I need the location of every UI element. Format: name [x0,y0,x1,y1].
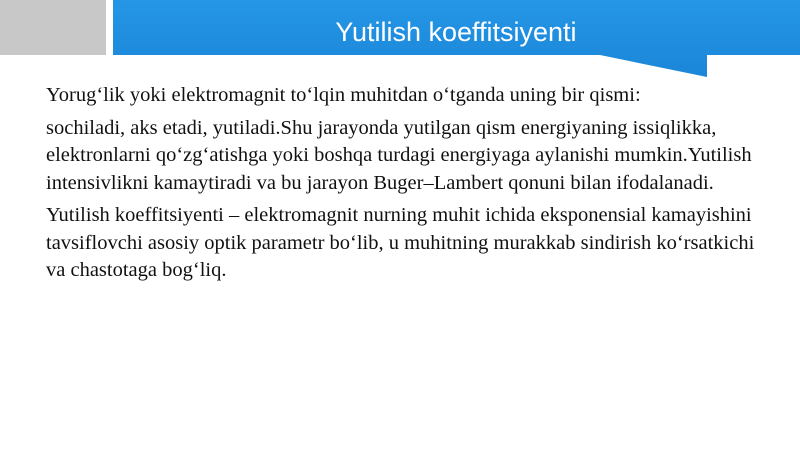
body-paragraph-3: Yutilish koeffitsiyenti – elektromagnit nurning muhit ichida eksponensial kamayishini tavsiflovchi asosiy optik parametr bo‘lib, u muhitning murakkab sindirish ko‘rsatkichi va chastotaga bog‘liq. [46,204,755,281]
slide-title: Yutilish koeffitsiyenti [335,17,577,47]
body-paragraph-2: sochiladi, aks etadi, yutiladi.Shu jarayonda yutilgan qism energiyaning issiqlikka, elektronlarni qo‘zg‘atishga yoki boshqa turdagi energiyaga aylanishi mumkin.Yutilish intensivlikni kamaytiradi va bu jarayon Buger–Lambert qonuni bilan ifodalanadi. [46,116,752,194]
slide-body [46,82,766,290]
body-paragraph-1: Yorug‘lik yoki elektromagnit to‘lqin muhitdan o‘tganda uning bir qismi: [46,84,641,106]
